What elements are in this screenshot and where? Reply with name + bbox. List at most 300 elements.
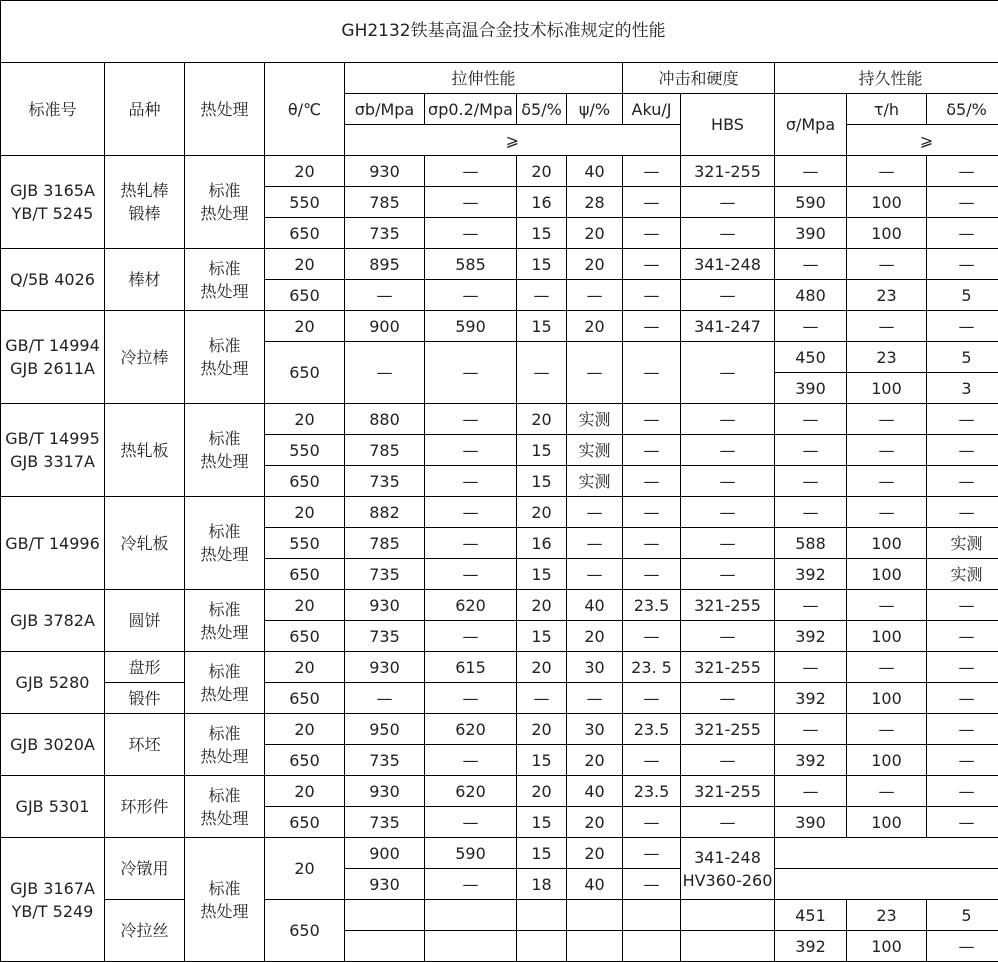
delta5-endurance-cell: —: [927, 497, 998, 528]
sigma-b-cell: —: [345, 280, 425, 311]
hbs-cell: —: [681, 559, 775, 590]
sigma-cell: —: [775, 466, 847, 497]
heat-treatment-cell: 标准 热处理: [185, 311, 265, 404]
delta5-cell: 15: [517, 745, 567, 776]
sigma-b-cell: 735: [345, 807, 425, 838]
sigma-b-cell: 950: [345, 714, 425, 745]
table-row: [1, 249, 998, 280]
standard-cell: GB/T 14995 GJB 3317A: [1, 404, 105, 497]
temp-cell: 650: [265, 218, 345, 249]
table-row: [1, 404, 998, 435]
delta5-cell: 18: [517, 869, 567, 900]
product-cell: 冷轧板: [105, 497, 185, 590]
tau-cell: 100: [847, 218, 927, 249]
heat-treatment-cell: 标准 热处理: [185, 156, 265, 249]
psi-cell: 40: [567, 590, 623, 621]
product-cell: 锻件: [105, 683, 185, 714]
aku-cell: —: [623, 280, 681, 311]
sigma-cell: —: [775, 590, 847, 621]
delta5-cell: 20: [517, 590, 567, 621]
sigma-p-cell: —: [425, 559, 517, 590]
heat-treatment-cell: 标准 热处理: [185, 714, 265, 776]
sigma-b-cell: 735: [345, 218, 425, 249]
psi-cell: 20: [567, 311, 623, 342]
sigma-p-cell: 615: [425, 652, 517, 683]
standard-cell: GJB 5301: [1, 776, 105, 838]
psi-cell: 20: [567, 249, 623, 280]
sigma-cell: —: [775, 156, 847, 187]
tau-cell: —: [847, 156, 927, 187]
delta5-endurance-cell: —: [927, 311, 998, 342]
delta5-cell: 15: [517, 435, 567, 466]
product-cell: 盘形: [105, 652, 185, 683]
aku-cell: —: [623, 435, 681, 466]
delta5-cell: [517, 931, 567, 962]
sigma-cell: 480: [775, 280, 847, 311]
sigma-cell: —: [775, 435, 847, 466]
delta5-endurance-cell: 5: [927, 342, 998, 373]
product-cell: 冷镦用: [105, 838, 185, 900]
sigma-b-cell: 785: [345, 528, 425, 559]
sigma-p-cell: —: [425, 435, 517, 466]
sigma-p-cell: —: [425, 497, 517, 528]
sigma-cell: 590: [775, 187, 847, 218]
sigma-p-cell: —: [425, 280, 517, 311]
sigma-b-cell: 930: [345, 590, 425, 621]
header-aku: Aku/J: [623, 94, 681, 125]
sigma-cell: 390: [775, 218, 847, 249]
table-row: [1, 776, 998, 807]
sigma-cell: —: [775, 652, 847, 683]
aku-cell: —: [623, 745, 681, 776]
psi-cell: 28: [567, 187, 623, 218]
tau-cell: —: [847, 714, 927, 745]
psi-cell: 实测: [567, 466, 623, 497]
aku-cell: —: [623, 249, 681, 280]
temp-cell: 20: [265, 497, 345, 528]
hbs-cell: —: [681, 342, 775, 404]
table-row: [1, 683, 998, 714]
delta5-endurance-cell: —: [927, 714, 998, 745]
hbs-cell: 341-248 HV360-260: [681, 838, 775, 900]
temp-cell: 550: [265, 528, 345, 559]
aku-cell: —: [623, 621, 681, 652]
tau-cell: 23: [847, 900, 927, 931]
delta5-cell: 20: [517, 776, 567, 807]
temp-cell: 650: [265, 342, 345, 404]
sigma-p-cell: 590: [425, 311, 517, 342]
delta5-endurance-cell: —: [927, 156, 998, 187]
sigma-b-cell: 930: [345, 652, 425, 683]
tau-cell: —: [847, 590, 927, 621]
tau-cell: 100: [847, 683, 927, 714]
sigma-p-cell: —: [425, 218, 517, 249]
aku-cell: 23.5: [623, 714, 681, 745]
standard-cell: GB/T 14996: [1, 497, 105, 590]
hbs-cell: —: [681, 280, 775, 311]
delta5-cell: —: [517, 342, 567, 404]
standard-cell: GJB 3165A YB/T 5245: [1, 156, 105, 249]
heat-treatment-cell: 标准 热处理: [185, 249, 265, 311]
sigma-b-cell: 735: [345, 466, 425, 497]
heat-treatment-cell: 标准 热处理: [185, 590, 265, 652]
tau-cell: 23: [847, 280, 927, 311]
sigma-b-cell: 900: [345, 311, 425, 342]
product-cell: 环坯: [105, 714, 185, 776]
hbs-cell: 321-255: [681, 776, 775, 807]
tau-cell: 100: [847, 931, 927, 962]
standard-cell: Q/5B 4026: [1, 249, 105, 311]
hbs-cell: —: [681, 621, 775, 652]
delta5-cell: 16: [517, 187, 567, 218]
sigma-p-cell: —: [425, 404, 517, 435]
delta5-endurance-cell: —: [927, 590, 998, 621]
hbs-cell: —: [681, 745, 775, 776]
delta5-cell: 20: [517, 714, 567, 745]
delta5-cell: —: [517, 280, 567, 311]
sigma-b-cell: 735: [345, 745, 425, 776]
sigma-b-cell: 880: [345, 404, 425, 435]
sigma-b-cell: 735: [345, 559, 425, 590]
hbs-cell: —: [681, 528, 775, 559]
header-temperature: θ/℃: [265, 63, 345, 156]
aku-cell: —: [623, 187, 681, 218]
tau-cell: —: [847, 776, 927, 807]
sigma-b-cell: 882: [345, 497, 425, 528]
delta5-endurance-cell: —: [927, 652, 998, 683]
hbs-cell: [681, 931, 775, 962]
psi-cell: 实测: [567, 404, 623, 435]
temp-cell: 650: [265, 807, 345, 838]
sigma-b-cell: 930: [345, 776, 425, 807]
header-endurance-group: 持久性能: [775, 63, 998, 94]
sigma-cell: 392: [775, 931, 847, 962]
hbs-cell: 341-248: [681, 249, 775, 280]
temp-cell: 650: [265, 280, 345, 311]
tau-cell: 100: [847, 745, 927, 776]
psi-cell: —: [567, 559, 623, 590]
tau-cell: —: [847, 497, 927, 528]
tau-cell: —: [847, 404, 927, 435]
psi-cell: 40: [567, 869, 623, 900]
sigma-p-cell: 585: [425, 249, 517, 280]
delta5-cell: 20: [517, 652, 567, 683]
aku-cell: —: [623, 528, 681, 559]
delta5-cell: 20: [517, 497, 567, 528]
sigma-cell: 392: [775, 621, 847, 652]
psi-cell: —: [567, 497, 623, 528]
sigma-cell: 451: [775, 900, 847, 931]
psi-cell: 20: [567, 621, 623, 652]
aku-cell: —: [623, 404, 681, 435]
sigma-p-cell: —: [425, 621, 517, 652]
sigma-p-cell: 590: [425, 838, 517, 869]
delta5-endurance-cell: —: [927, 621, 998, 652]
table-row: [1, 156, 998, 187]
delta5-endurance-cell: —: [927, 249, 998, 280]
temp-cell: 20: [265, 249, 345, 280]
delta5-cell: 15: [517, 838, 567, 869]
tau-cell: 100: [847, 559, 927, 590]
sigma-cell: —: [775, 249, 847, 280]
header-sigma-b: σb/Mpa: [345, 94, 425, 125]
header-sigma-p: σp0.2/Mpa: [425, 94, 517, 125]
tau-cell: —: [847, 435, 927, 466]
hbs-cell: —: [681, 218, 775, 249]
standard-cell: GJB 5280: [1, 652, 105, 714]
table-row: [1, 311, 998, 342]
heat-treatment-cell: 标准 热处理: [185, 652, 265, 714]
product-cell: 热轧板: [105, 404, 185, 497]
tau-cell: 100: [847, 373, 927, 404]
delta5-endurance-cell: —: [927, 466, 998, 497]
endurance-empty-cell: [775, 838, 998, 869]
header-delta5-endurance: δ5/%: [927, 94, 998, 125]
delta5-cell: 20: [517, 156, 567, 187]
table-row: [1, 590, 998, 621]
aku-cell: —: [623, 218, 681, 249]
delta5-endurance-cell: —: [927, 745, 998, 776]
tau-cell: 100: [847, 528, 927, 559]
temp-cell: 20: [265, 838, 345, 900]
header-tau: τ/h: [847, 94, 927, 125]
sigma-cell: 390: [775, 807, 847, 838]
aku-cell: [623, 900, 681, 931]
aku-cell: 23. 5: [623, 652, 681, 683]
standard-cell: GJB 3020A: [1, 714, 105, 776]
sigma-cell: —: [775, 404, 847, 435]
delta5-cell: [517, 900, 567, 931]
tau-cell: —: [847, 249, 927, 280]
tau-cell: 23: [847, 342, 927, 373]
sigma-cell: —: [775, 776, 847, 807]
sigma-b-cell: 785: [345, 187, 425, 218]
temp-cell: 20: [265, 714, 345, 745]
sigma-p-cell: —: [425, 683, 517, 714]
psi-cell: 20: [567, 807, 623, 838]
sigma-b-cell: —: [345, 342, 425, 404]
sigma-cell: 588: [775, 528, 847, 559]
sigma-b-cell: 930: [345, 869, 425, 900]
delta5-cell: 20: [517, 404, 567, 435]
standard-cell: GJB 3782A: [1, 590, 105, 652]
sigma-b-cell: 930: [345, 156, 425, 187]
sigma-p-cell: —: [425, 869, 517, 900]
delta5-endurance-cell: 3: [927, 373, 998, 404]
sigma-cell: 392: [775, 745, 847, 776]
delta5-endurance-cell: —: [927, 683, 998, 714]
tau-cell: 100: [847, 621, 927, 652]
sigma-cell: 392: [775, 559, 847, 590]
temp-cell: 20: [265, 311, 345, 342]
product-cell: 棒材: [105, 249, 185, 311]
tau-cell: —: [847, 311, 927, 342]
sigma-p-cell: —: [425, 807, 517, 838]
aku-cell: —: [623, 342, 681, 404]
temp-cell: 20: [265, 776, 345, 807]
hbs-cell: —: [681, 435, 775, 466]
delta5-cell: 15: [517, 807, 567, 838]
sigma-p-cell: 620: [425, 590, 517, 621]
sigma-b-cell: 735: [345, 621, 425, 652]
header-impact-group: 冲击和硬度: [623, 63, 775, 94]
psi-cell: [567, 931, 623, 962]
delta5-cell: 15: [517, 621, 567, 652]
sigma-b-cell: 785: [345, 435, 425, 466]
endurance-empty-cell: [775, 869, 998, 900]
product-cell: 冷拉棒: [105, 311, 185, 404]
delta5-endurance-cell: —: [927, 776, 998, 807]
sigma-cell: —: [775, 311, 847, 342]
sigma-p-cell: —: [425, 342, 517, 404]
header-sigma: σ/Mpa: [775, 94, 847, 156]
heat-treatment-cell: 标准 热处理: [185, 497, 265, 590]
aku-cell: —: [623, 838, 681, 869]
delta5-cell: 16: [517, 528, 567, 559]
delta5-endurance-cell: 5: [927, 900, 998, 931]
delta5-endurance-cell: —: [927, 218, 998, 249]
temp-cell: 650: [265, 745, 345, 776]
psi-cell: 30: [567, 714, 623, 745]
sigma-b-cell: —: [345, 683, 425, 714]
sigma-p-cell: 620: [425, 714, 517, 745]
hbs-cell: —: [681, 404, 775, 435]
psi-cell: —: [567, 280, 623, 311]
hbs-cell: 321-255: [681, 652, 775, 683]
delta5-endurance-cell: —: [927, 807, 998, 838]
psi-cell: 20: [567, 218, 623, 249]
table-row: [1, 900, 998, 931]
table-row: [1, 714, 998, 745]
aku-cell: 23.5: [623, 776, 681, 807]
header-hbs: HBS: [681, 94, 775, 156]
temp-cell: 20: [265, 652, 345, 683]
temp-cell: 20: [265, 590, 345, 621]
heat-treatment-cell: 标准 热处理: [185, 838, 265, 962]
temp-cell: 650: [265, 559, 345, 590]
hbs-cell: —: [681, 466, 775, 497]
header-heat-treatment: 热处理: [185, 63, 265, 156]
product-cell: 热轧棒 锻棒: [105, 156, 185, 249]
heat-treatment-cell: 标准 热处理: [185, 776, 265, 838]
delta5-cell: 15: [517, 249, 567, 280]
delta5-endurance-cell: 5: [927, 280, 998, 311]
table-row: [1, 652, 998, 683]
standard-cell: GJB 3167A YB/T 5249: [1, 838, 105, 962]
header-delta5: δ5/%: [517, 94, 567, 125]
aku-cell: —: [623, 466, 681, 497]
temp-cell: 650: [265, 683, 345, 714]
sigma-b-cell: 895: [345, 249, 425, 280]
tau-cell: —: [847, 652, 927, 683]
hbs-cell: —: [681, 187, 775, 218]
delta5-endurance-cell: 实测: [927, 559, 998, 590]
sigma-cell: 450: [775, 342, 847, 373]
delta5-endurance-cell: —: [927, 404, 998, 435]
aku-cell: —: [623, 311, 681, 342]
hbs-cell: 321-255: [681, 156, 775, 187]
sigma-p-cell: —: [425, 745, 517, 776]
temp-cell: 650: [265, 466, 345, 497]
sigma-p-cell: —: [425, 528, 517, 559]
temp-cell: 550: [265, 435, 345, 466]
heat-treatment-cell: 标准 热处理: [185, 404, 265, 497]
hbs-cell: 321-255: [681, 590, 775, 621]
header-psi: ψ/%: [567, 94, 623, 125]
product-cell: 冷拉丝: [105, 900, 185, 962]
hbs-cell: [681, 900, 775, 931]
product-cell: 环形件: [105, 776, 185, 838]
header-product: 品种: [105, 63, 185, 156]
sigma-cell: 390: [775, 373, 847, 404]
psi-cell: —: [567, 683, 623, 714]
header-geq-tensile: ⩾: [345, 125, 681, 156]
delta5-endurance-cell: —: [927, 931, 998, 962]
hbs-cell: —: [681, 807, 775, 838]
delta5-cell: 15: [517, 559, 567, 590]
delta5-cell: 15: [517, 218, 567, 249]
aku-cell: —: [623, 497, 681, 528]
hbs-cell: 341-247: [681, 311, 775, 342]
delta5-endurance-cell: —: [927, 435, 998, 466]
delta5-cell: 15: [517, 466, 567, 497]
sigma-p-cell: —: [425, 187, 517, 218]
sigma-b-cell: 900: [345, 838, 425, 869]
aku-cell: —: [623, 683, 681, 714]
delta5-cell: —: [517, 683, 567, 714]
psi-cell: —: [567, 528, 623, 559]
sigma-cell: —: [775, 714, 847, 745]
sigma-p-cell: —: [425, 466, 517, 497]
psi-cell: 实测: [567, 435, 623, 466]
aku-cell: [623, 931, 681, 962]
psi-cell: [567, 900, 623, 931]
sigma-p-cell: 620: [425, 776, 517, 807]
aku-cell: —: [623, 559, 681, 590]
hbs-cell: —: [681, 497, 775, 528]
tau-cell: 100: [847, 807, 927, 838]
tau-cell: 100: [847, 187, 927, 218]
sigma-p-cell: [425, 900, 517, 931]
sigma-b-cell: [345, 931, 425, 962]
product-cell: 圆饼: [105, 590, 185, 652]
table-row: [1, 497, 998, 528]
psi-cell: —: [567, 342, 623, 404]
header-standard: 标准号: [1, 63, 105, 156]
sigma-p-cell: [425, 931, 517, 962]
hbs-cell: —: [681, 683, 775, 714]
aku-cell: —: [623, 156, 681, 187]
hbs-cell: 321-255: [681, 714, 775, 745]
header-tensile-group: 拉伸性能: [345, 63, 623, 94]
psi-cell: 40: [567, 156, 623, 187]
temp-cell: 650: [265, 900, 345, 962]
delta5-endurance-cell: 实测: [927, 528, 998, 559]
table-row: [1, 838, 998, 869]
aku-cell: 23.5: [623, 590, 681, 621]
sigma-p-cell: —: [425, 156, 517, 187]
sigma-cell: —: [775, 497, 847, 528]
header-geq-endurance: ⩾: [847, 125, 998, 156]
delta5-cell: 15: [517, 311, 567, 342]
tau-cell: —: [847, 466, 927, 497]
temp-cell: 20: [265, 156, 345, 187]
sigma-cell: 392: [775, 683, 847, 714]
aku-cell: —: [623, 869, 681, 900]
table-title: GH2132铁基高温合金技术标准规定的性能: [1, 1, 998, 63]
psi-cell: 20: [567, 838, 623, 869]
aku-cell: —: [623, 807, 681, 838]
